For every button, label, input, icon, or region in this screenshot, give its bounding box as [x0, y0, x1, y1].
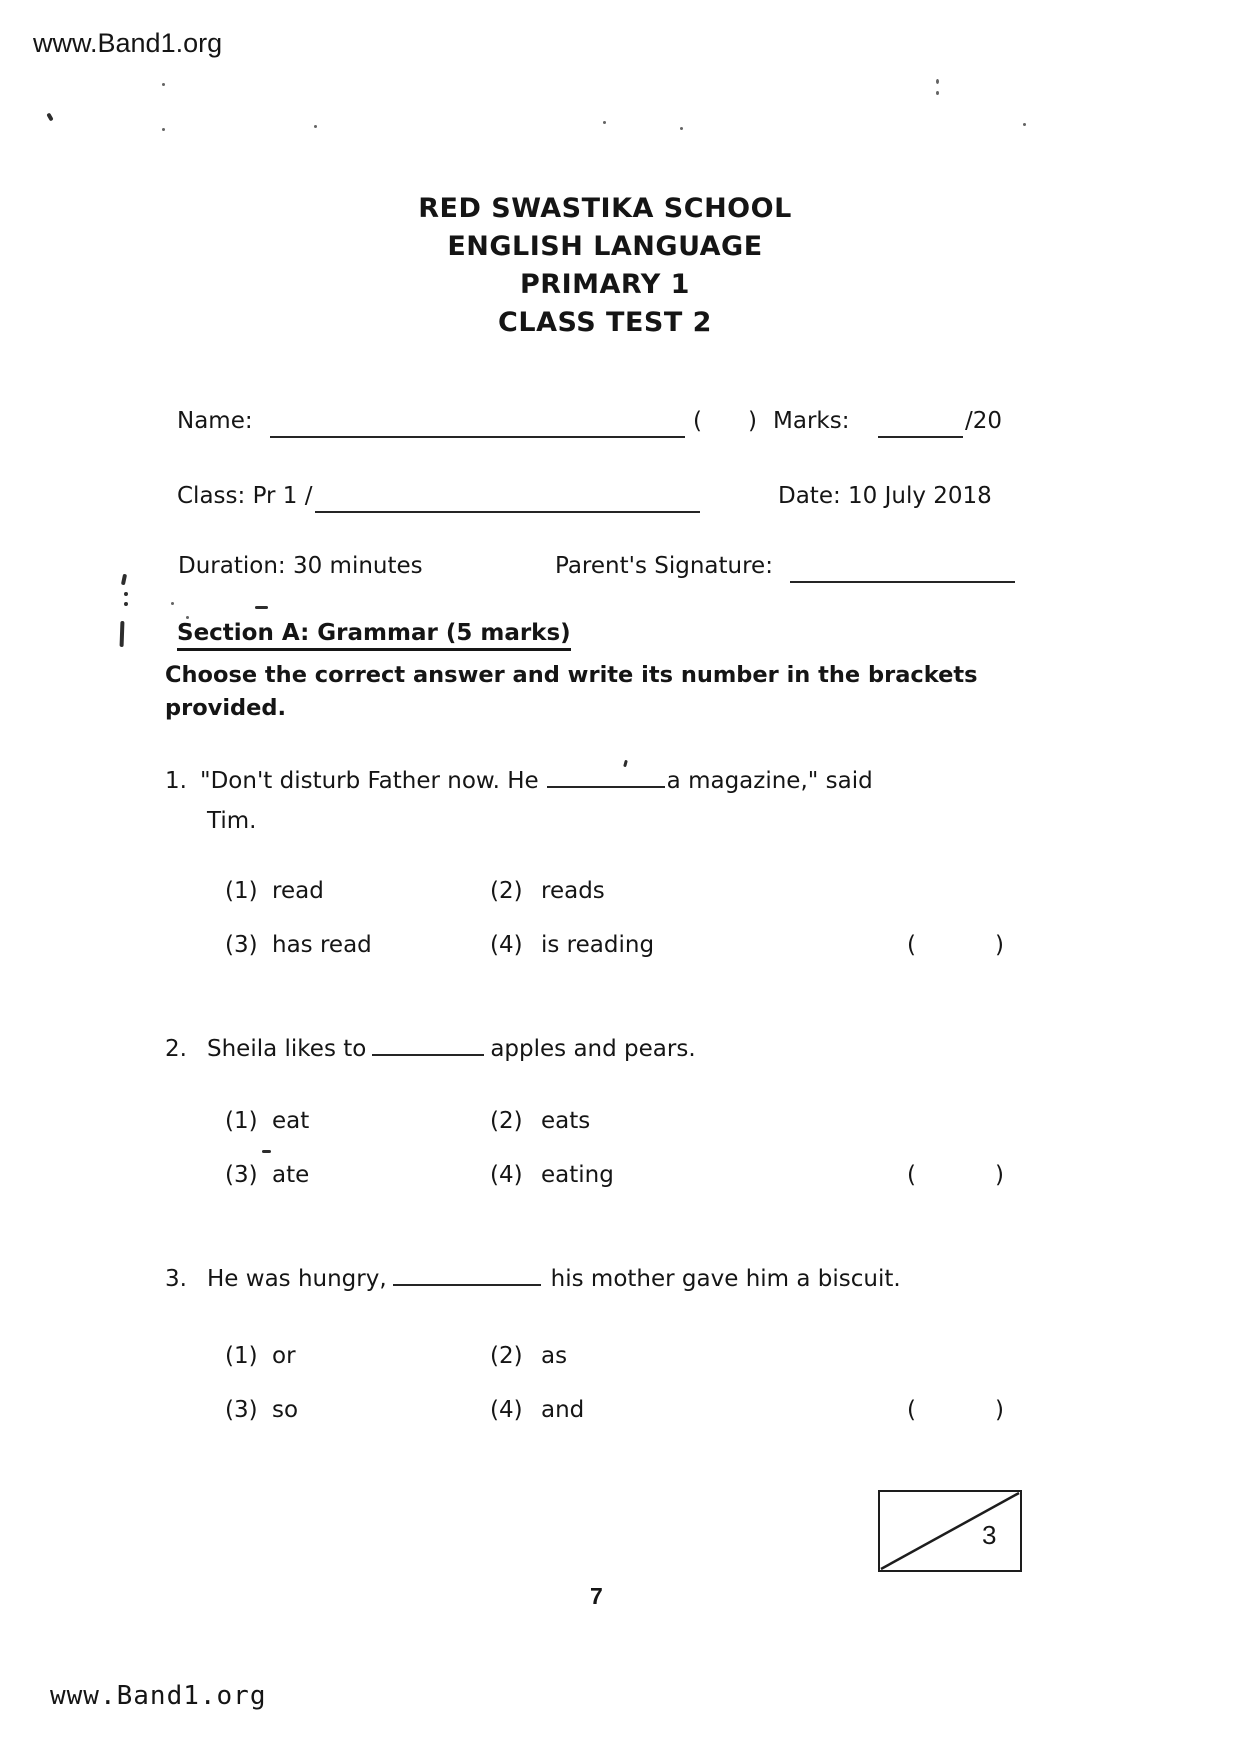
marks-total: /20 [965, 408, 1003, 434]
test-title [305, 190, 905, 342]
question-text-after-blank: his mother gave him a biscuit. [550, 1266, 901, 1292]
question-text-before-blank: Sheila likes to [207, 1036, 367, 1062]
marks-label: Marks: [773, 408, 850, 434]
score-box-diagonal [880, 1492, 1020, 1570]
option-number: (2) [490, 878, 523, 904]
option-label: ate [272, 1162, 310, 1188]
scan-artifact [680, 127, 683, 130]
question-text-line-2: Tim. [207, 808, 257, 834]
q3-options-row-2 [0, 1395, 1240, 1427]
section-heading: Section A: Grammar (5 marks) [177, 620, 571, 651]
question-number: 3. [165, 1266, 187, 1292]
option-number: (2) [490, 1108, 523, 1134]
answer-blank-line [372, 1034, 484, 1056]
option-number: (4) [490, 932, 523, 958]
scan-artifact [124, 592, 128, 596]
option-number: (1) [225, 878, 258, 904]
instructions-line-2: provided. [165, 695, 287, 721]
option-label: read [272, 878, 324, 904]
date-label: Date: 10 July 2018 [778, 483, 992, 509]
scan-artifact [1023, 123, 1026, 126]
class-label: Class: Pr 1 / [177, 483, 313, 509]
question-text-before-blank: He was hungry, [207, 1266, 387, 1292]
option-label: eat [272, 1108, 310, 1134]
option-label: reads [541, 878, 605, 904]
option-label: eating [541, 1162, 614, 1188]
marks-blank-line [878, 408, 963, 438]
question-text [200, 766, 873, 796]
question-number: 2. [165, 1036, 187, 1062]
watermark-top: www.Band1.org [33, 28, 223, 58]
option-number: (3) [225, 1397, 258, 1423]
option-number: (3) [225, 1162, 258, 1188]
school-name: RED SWASTIKA SCHOOL [418, 193, 792, 224]
answer-bracket-close: ) [995, 1397, 1004, 1423]
q1-options-row-1 [0, 876, 1240, 908]
scan-artifact [171, 602, 174, 605]
answer-blank-line [547, 766, 665, 788]
option-label: eats [541, 1108, 591, 1134]
q2-options-row-2 [0, 1160, 1240, 1192]
answer-bracket-close: ) [995, 1162, 1004, 1188]
page-number: 7 [590, 1583, 603, 1609]
answer-bracket-open: ( [907, 1162, 916, 1188]
scan-artifact [162, 128, 165, 131]
question-number: 1. [165, 768, 187, 794]
level-name: PRIMARY 1 [520, 269, 690, 300]
q2-options-row-1 [0, 1106, 1240, 1138]
option-label: is reading [541, 932, 655, 958]
index-bracket-open: ( [693, 408, 702, 434]
scan-artifact [121, 574, 127, 586]
option-label: has read [272, 932, 372, 958]
class-blank-line [315, 483, 700, 513]
option-label: so [272, 1397, 299, 1423]
q1-options-row-2 [0, 930, 1240, 962]
scan-artifact [120, 621, 125, 647]
question-text-after-blank: a magazine," said [666, 768, 873, 794]
question-text [207, 1034, 696, 1064]
option-number: (4) [490, 1162, 523, 1188]
score-box-value: 3 [982, 1520, 997, 1550]
subject-name: ENGLISH LANGUAGE [447, 231, 763, 262]
option-label: and [541, 1397, 585, 1423]
option-label: as [541, 1343, 568, 1369]
option-number: (3) [225, 932, 258, 958]
scan-artifact [603, 121, 606, 124]
watermark-bottom: www.Band1.org [50, 1681, 267, 1711]
scan-artifact [124, 602, 128, 606]
name-blank-line [270, 408, 685, 438]
scan-artifact [162, 83, 165, 86]
instructions-line-1: Choose the correct answer and write its number in the brackets [165, 662, 978, 688]
q3-options-row-1 [0, 1341, 1240, 1373]
question-text-before-blank: "Don't disturb Father now. He [200, 768, 539, 794]
signature-blank-line [790, 553, 1015, 583]
answer-bracket-open: ( [907, 1397, 916, 1423]
option-number: (1) [225, 1108, 258, 1134]
option-label: or [272, 1343, 296, 1369]
option-number: (2) [490, 1343, 523, 1369]
scan-artifact [936, 79, 939, 84]
scan-artifact [314, 125, 317, 128]
test-name: CLASS TEST 2 [498, 307, 712, 338]
answer-bracket-close: ) [995, 932, 1004, 958]
duration-label: Duration: 30 minutes [178, 553, 423, 579]
scan-artifact [936, 91, 939, 95]
score-box [878, 1490, 1022, 1572]
answer-blank-line [393, 1264, 541, 1286]
answer-bracket-open: ( [907, 932, 916, 958]
question-text-after-blank: apples and pears. [490, 1036, 696, 1062]
option-number: (4) [490, 1397, 523, 1423]
signature-label: Parent's Signature: [555, 553, 773, 579]
scan-artifact [262, 1150, 271, 1153]
scan-artifact [46, 113, 53, 122]
question-text [207, 1264, 901, 1294]
scan-artifact [255, 606, 268, 609]
index-bracket-close: ) [748, 408, 757, 434]
scan-artifact [186, 616, 189, 619]
name-label: Name: [177, 408, 253, 434]
option-number: (1) [225, 1343, 258, 1369]
